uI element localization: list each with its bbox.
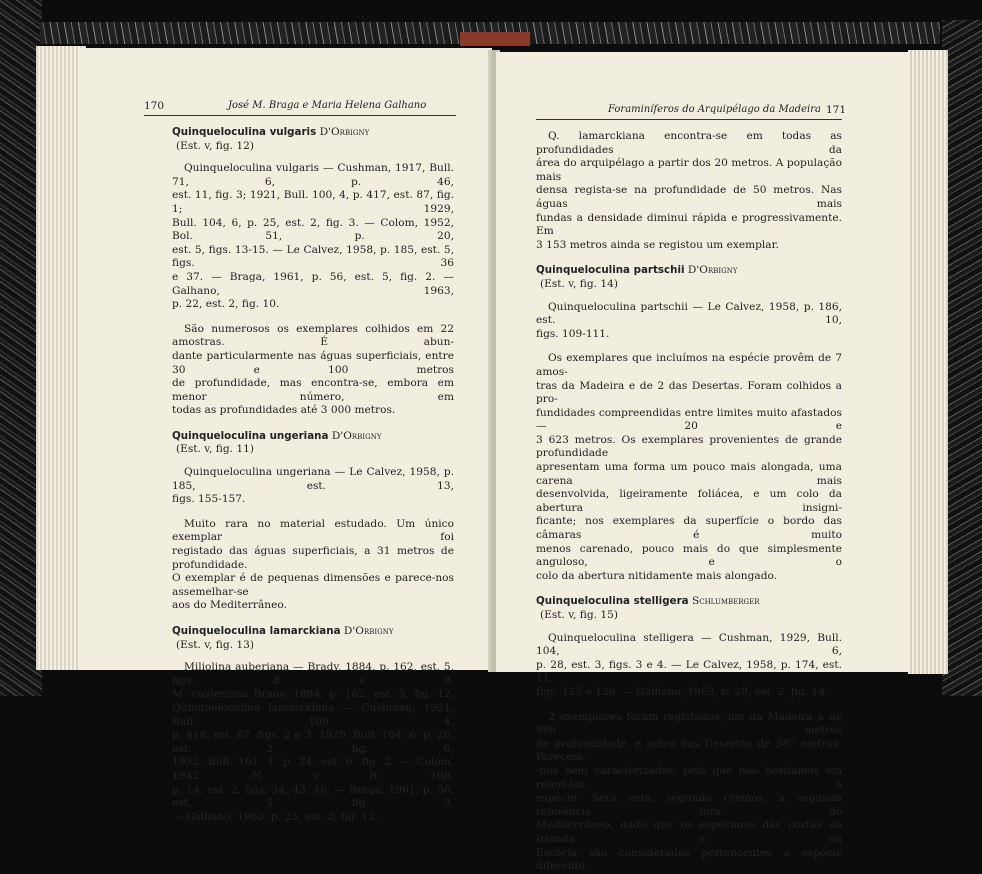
text-line: menos carenado, pouco mais do que simplesmente anguloso, e o bbox=[536, 542, 842, 569]
species-title bbox=[172, 126, 454, 140]
species-author: D'Orbigny bbox=[687, 264, 738, 277]
text-line: Q. lamarckiana encontra-se em todas as profundidades da bbox=[536, 130, 842, 156]
species-heading bbox=[172, 126, 454, 153]
text-line: -nos bem caracterizados, pelo que não hesitámos em referi-los à bbox=[536, 764, 842, 791]
text-line: O exemplar é de pequenas dimensões e parece-nos assemelhar-se bbox=[172, 572, 454, 598]
paragraph bbox=[536, 130, 842, 252]
text-line: p. 14, est. 2, figs. 34, 43, 46. — Braga, 1961, p. 56, est. 5, fig. 3. bbox=[172, 783, 454, 810]
species-heading bbox=[172, 430, 454, 457]
species-title bbox=[536, 595, 842, 609]
text-line: Escócia são considerados pertencentes a espécie diferente. bbox=[536, 846, 842, 873]
text-line: de profundidade, e outro das Desertas de 387 metros. Parecem- bbox=[536, 737, 842, 764]
text-line: Mediterrâneo, dado que os espécimes das costas da Irlanda e da bbox=[536, 819, 842, 845]
text-line: figs. 109-111. bbox=[536, 327, 610, 340]
paragraph bbox=[172, 323, 454, 418]
left-running-head bbox=[78, 100, 492, 116]
text-line: espécie. Será esta, segundo cremos, a segunda referência fora do bbox=[536, 792, 842, 818]
synonymy-block bbox=[172, 661, 454, 824]
right-running-head bbox=[496, 104, 910, 120]
right-body-text bbox=[536, 130, 842, 874]
text-line: 1932, Bull. 161, 1, p. 24, est. 6, fig. 2. — Colom, 1942, N. y R. 108, bbox=[172, 756, 454, 782]
species-plate-ref: (Est. v, fig. 13) bbox=[176, 638, 254, 651]
species-author: D'Orbigny bbox=[343, 625, 394, 637]
text-line: 3 623 metros. Os exemplares provenientes de grande profundidade bbox=[536, 433, 842, 460]
synonymy-block bbox=[172, 466, 454, 507]
text-line: registado das águas superficiais, a 31 metros de profundidade. bbox=[172, 545, 454, 571]
synonymy-block bbox=[172, 162, 454, 312]
synonymy-block bbox=[536, 632, 842, 700]
species-name: Quinqueloculina lamarckiana bbox=[172, 625, 341, 637]
species-plate-ref: (Est. v, fig. 12) bbox=[176, 139, 254, 152]
text-line: Bull. 104, 6, p. 25, est. 2, fig. 3. — Colom, 1952, Bol. 51, p. 20, bbox=[172, 216, 454, 243]
text-line: Quinqueloculina vulgaris — Cushman, 1917, Bull. 71, 6, p. 46, bbox=[172, 162, 454, 188]
page-edges-right bbox=[908, 50, 948, 674]
right-running-title: Foraminíferos do Arquipélago da Madeira bbox=[608, 104, 821, 115]
text-line: e 37. — Braga, 1961, p. 56, est. 5, fig. 2. — Galhano, 1963, bbox=[172, 270, 454, 297]
text-line: est. 5, figs. 13-15. — Le Calvez, 1958, p. 185, est. 5, figs. 36 bbox=[172, 243, 454, 270]
text-line: Quinqueloculina ungeriana — Le Calvez, 1958, p. 185, est. 13, bbox=[172, 466, 454, 492]
left-page-number: 170 bbox=[144, 100, 165, 112]
text-line: Quinqueloculina partschii — Le Calvez, 1958, p. 186, est. 10, bbox=[536, 300, 842, 327]
text-line: Miliolina auberiana — Brady, 1884, p. 162, est. 5, figs. 8 e 9. bbox=[172, 661, 454, 687]
species-heading bbox=[536, 595, 842, 622]
text-line: 3 153 metros ainda se registou um exemplar. bbox=[536, 238, 779, 251]
text-line: densa regista-se na profundidade de 50 metros. Nas águas mais bbox=[536, 184, 842, 210]
text-line: p. 418, est. 87, figs. 2 e 3; 1929, Bull. 104, 6, p. 26, est. 2, fig. 6; bbox=[172, 729, 454, 755]
spine-ribbon bbox=[460, 32, 530, 46]
species-heading bbox=[172, 625, 454, 652]
species-author: D'Orbigny bbox=[319, 126, 370, 138]
text-line: 2 exemplares foram registados, um da Madeira a de 986 metros bbox=[536, 710, 842, 737]
text-line: aos do Mediterrâneo. bbox=[172, 599, 287, 612]
text-line: São numerosos os exemplares colhidos em 22 amostras. É abun- bbox=[172, 322, 454, 349]
text-line: figs. 125 e 126. — Galhano, 1963, p. 28, est. 2, fig. 14. bbox=[536, 685, 829, 698]
marbled-cover-right bbox=[942, 20, 982, 696]
paragraph bbox=[172, 518, 454, 613]
text-line: M. cuvieriana Brady, 1884, p. 162, est. 5, fig. 12. bbox=[172, 688, 454, 701]
right-page bbox=[496, 52, 910, 873]
right-page-number: 171 bbox=[826, 104, 847, 116]
species-author: Schlumberger bbox=[691, 595, 760, 608]
right-header-rule bbox=[536, 119, 842, 120]
text-line: figs. 155-157. bbox=[172, 493, 246, 506]
species-name: Quinqueloculina vulgaris bbox=[172, 126, 317, 138]
text-line: Quinqueloculina lamarckiana — Cushman, 1921, Bull. 100, 4, bbox=[172, 701, 454, 728]
left-body-text bbox=[172, 126, 454, 824]
species-name: Quinqueloculina partschii bbox=[536, 264, 685, 277]
text-line: — Galhano, 1963, p. 23, est. 2, fig. 12. bbox=[172, 810, 379, 823]
paragraph bbox=[536, 711, 842, 874]
left-running-title: José M. Braga e Maria Helena Galhano bbox=[228, 100, 427, 111]
text-line: tras da Madeira e de 2 das Desertas. Foram colhidos a pro- bbox=[536, 379, 842, 406]
species-title bbox=[172, 430, 454, 444]
text-line: fundidades compreendidas entre limites muito afastados — 20 e bbox=[536, 406, 842, 433]
text-line: de profundidade, mas encontra-se, embora em menor número, em bbox=[172, 377, 454, 403]
text-line: Muito rara no material estudado. Um único exemplar foi bbox=[172, 517, 454, 544]
left-page bbox=[78, 48, 492, 823]
species-plate-ref: (Est. v, fig. 14) bbox=[540, 277, 618, 290]
text-line: todas as profundidades até 3 000 metros. bbox=[172, 404, 396, 417]
species-name: Quinqueloculina ungeriana bbox=[172, 429, 329, 442]
text-line: p. 22, est. 2, fig. 10. bbox=[172, 298, 280, 311]
text-line: dante particularmente nas águas superficiais, entre 30 e 100 metros bbox=[172, 349, 454, 376]
species-title bbox=[172, 625, 454, 639]
left-header-rule bbox=[144, 115, 456, 116]
species-plate-ref: (Est. v, fig. 15) bbox=[540, 609, 618, 621]
species-name: Quinqueloculina stelligera bbox=[536, 595, 689, 608]
species-author: D'Orbigny bbox=[331, 429, 382, 442]
text-line: colo da abertura nitidamente mais alongado. bbox=[536, 569, 778, 582]
synonymy-block bbox=[536, 301, 842, 342]
text-line: p. 28, est. 3, figs. 3 e 4. — Le Calvez, 1958, p. 174, est. 11, bbox=[536, 658, 842, 685]
text-line: ficante; nos exemplares da superfície o bordo das câmaras é muito bbox=[536, 515, 842, 542]
text-line: área do arquipélago a partir dos 20 metros. A população mais bbox=[536, 157, 842, 183]
paragraph bbox=[536, 352, 842, 583]
text-line: Os exemplares que incluímos na espécie provêm de 7 amos- bbox=[536, 352, 842, 378]
text-line: est. 11, fig. 3; 1921, Bull. 100, 4, p. 417, est. 87, fig. 1; 1929, bbox=[172, 189, 454, 215]
text-line: apresentam uma forma um pouco mais alongada, uma carena mais bbox=[536, 461, 842, 487]
species-heading bbox=[536, 264, 842, 291]
species-title bbox=[536, 264, 842, 278]
text-line: fundas a densidade diminui rápida e progressivamente. Em bbox=[536, 211, 842, 238]
text-line: Quinqueloculina stelligera — Cushman, 1929, Bull. 104, 6, bbox=[536, 631, 842, 658]
species-plate-ref: (Est. v, fig. 11) bbox=[176, 443, 254, 456]
text-line: desenvolvida, ligeiramente foliácea, e um colo da abertura insigni- bbox=[536, 488, 842, 514]
